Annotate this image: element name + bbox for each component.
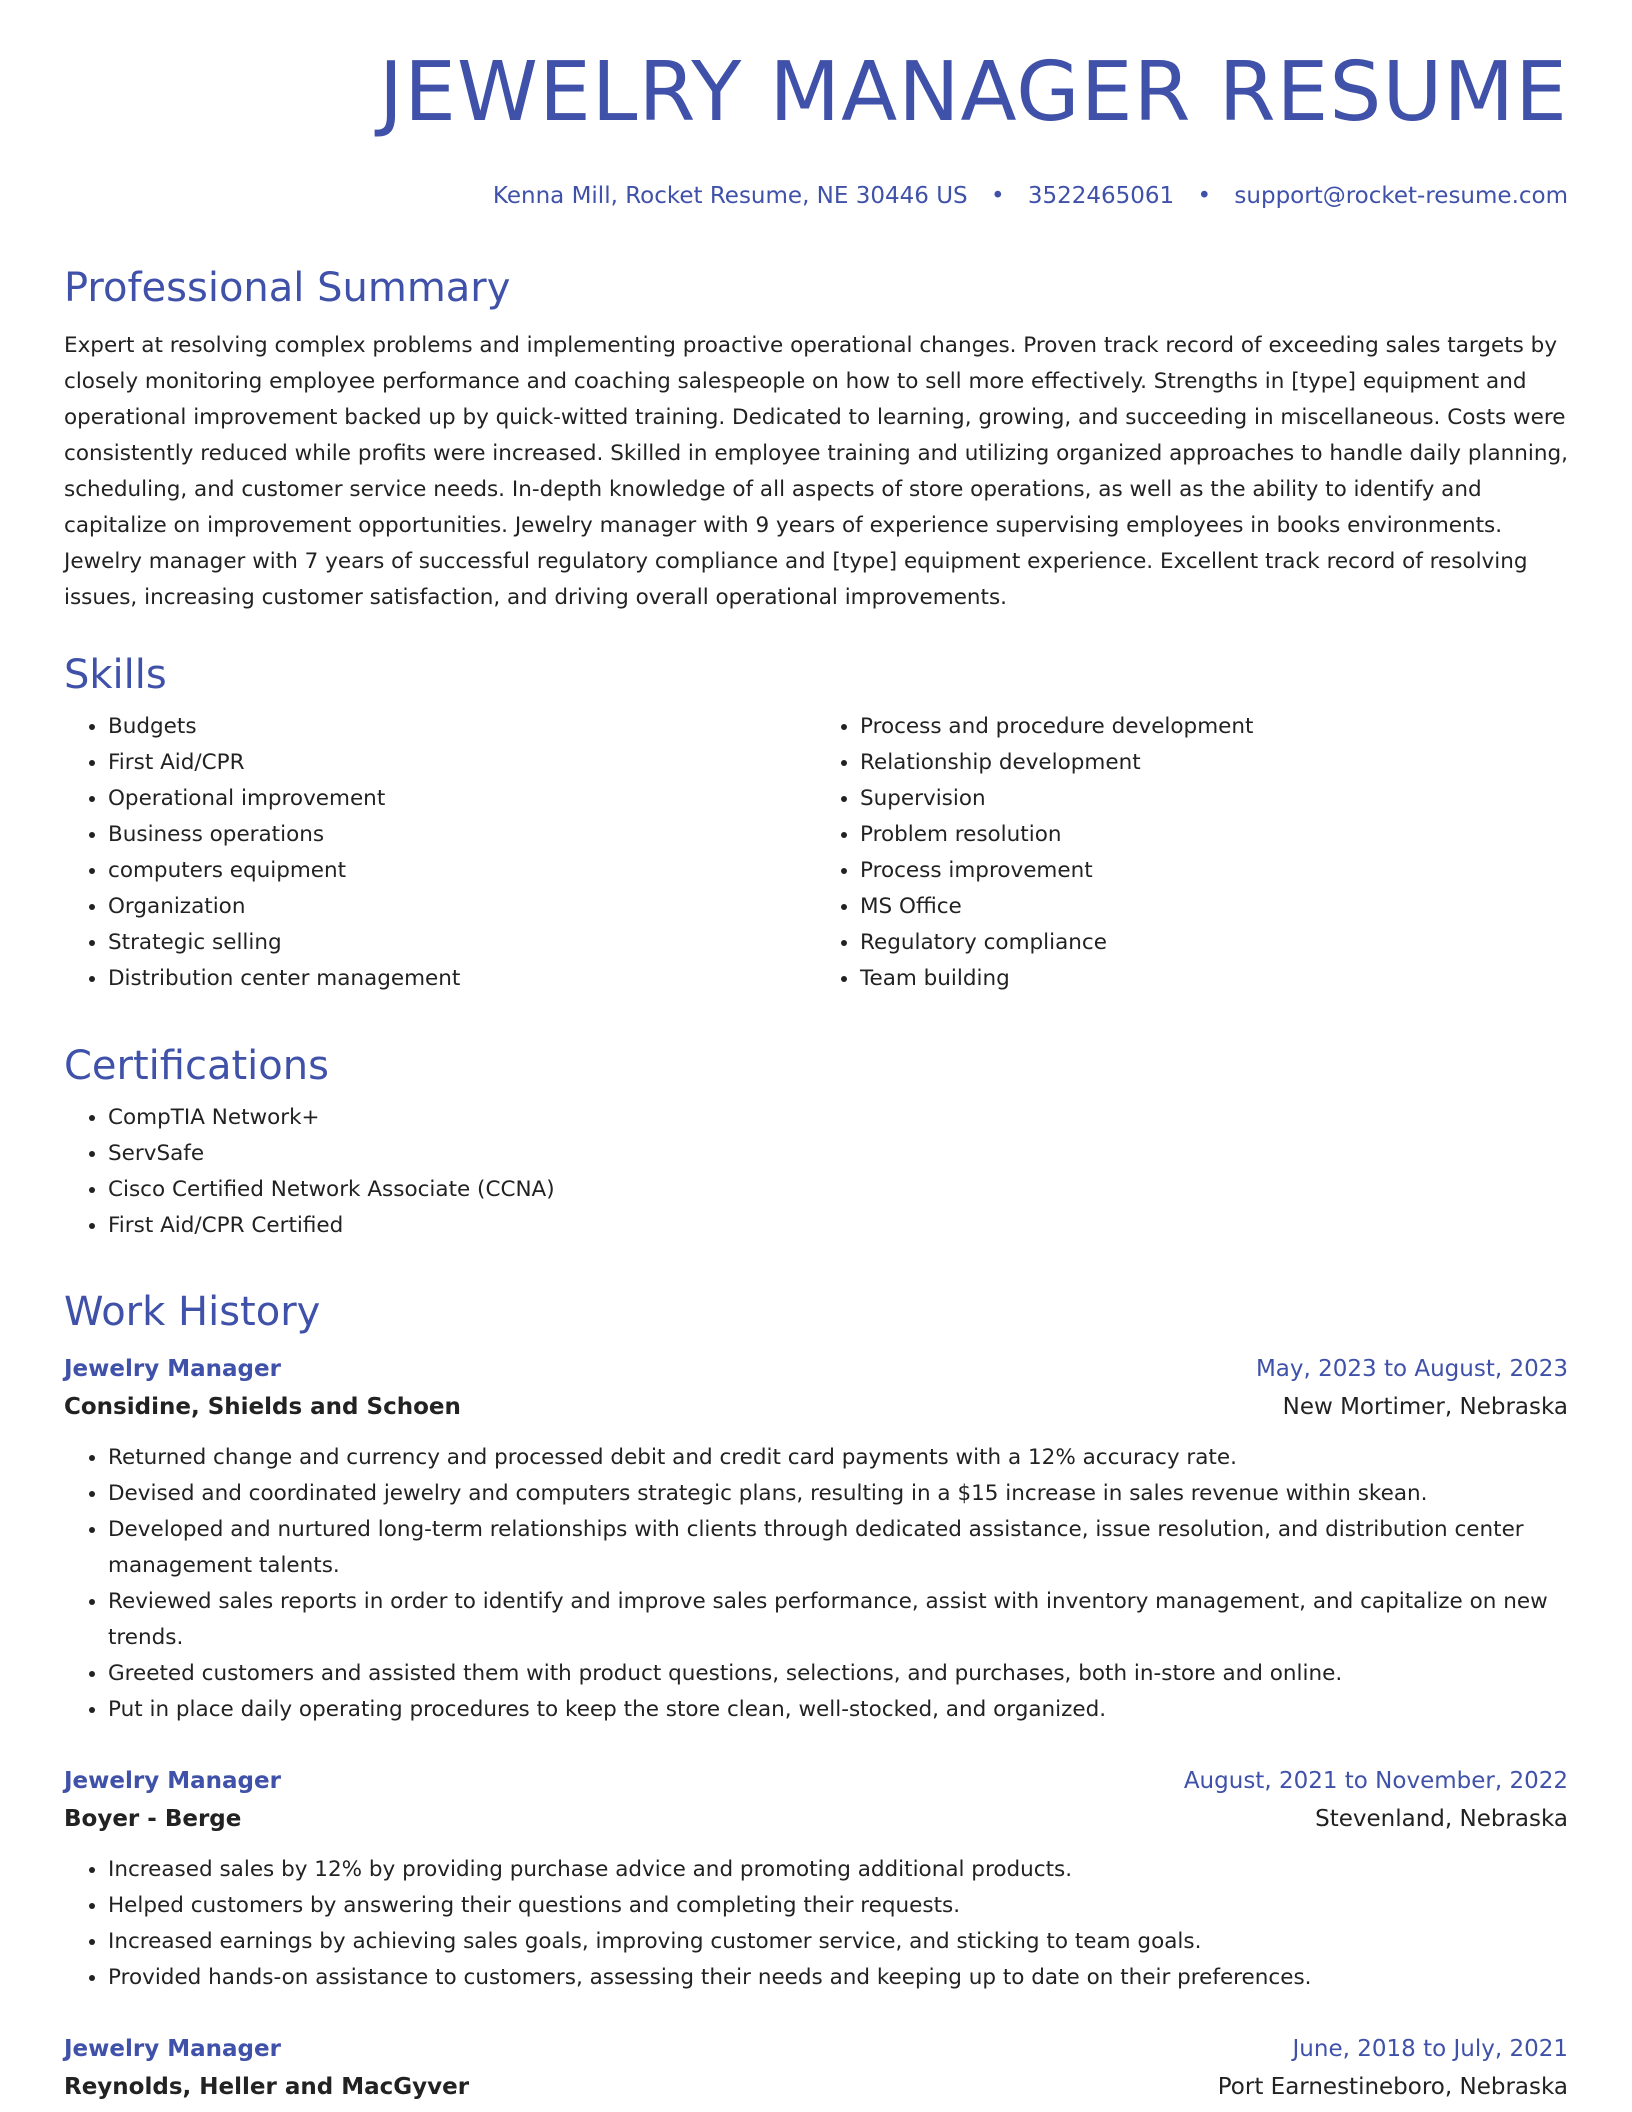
skill-item: • Strategic selling <box>108 925 816 961</box>
job-entry <box>64 2030 1568 2106</box>
job-location: New Mortimer, Nebraska <box>1282 1394 1568 1420</box>
certifications-section <box>64 1043 1568 1244</box>
contact-address: Kenna Mill, Rocket Resume, NE 30446 US <box>492 183 968 209</box>
job-title: Jewelry Manager <box>64 1768 281 1794</box>
skill-item: • First Aid/CPR <box>108 745 816 781</box>
section-heading: Skills <box>64 652 167 698</box>
skill-item: • Relationship development <box>860 745 1568 781</box>
job-dates: June, 2018 to July, 2021 <box>1292 2036 1568 2062</box>
contact-phone: 3522465061 <box>1027 183 1175 209</box>
job-dates: August, 2021 to November, 2022 <box>1183 1768 1568 1794</box>
skill-item: • Distribution center management <box>108 961 816 997</box>
job-bullet: • Greeted customers and assisted them with product questions, selections, and purchases, both in-store and online. <box>108 1656 1568 1692</box>
skill-item: • Regulatory compliance <box>860 925 1568 961</box>
job-location: Port Earnestineboro, Nebraska <box>1217 2074 1568 2100</box>
job-bullet: • Developed and nurtured long-term relationships with clients through dedicated assistance, issue resolution, and distribution center management talents. <box>108 1512 1568 1584</box>
contact-email[interactable]: support@rocket-resume.com <box>1234 183 1568 209</box>
skill-item: • Business operations <box>108 817 816 853</box>
job-title: Jewelry Manager <box>64 1356 281 1382</box>
job-company: Boyer - Berge <box>64 1806 242 1832</box>
certification-item: • ServSafe <box>108 1136 1568 1172</box>
job-bullets <box>64 1440 1568 1728</box>
resume-title: JEWELRY MANAGER RESUME <box>378 45 1568 140</box>
certification-item: • Cisco Certified Network Associate (CCNA) <box>108 1172 1568 1208</box>
summary-paragraph: Expert at resolving complex problems and implementing proactive operational changes. Proven track record of exceeding sales targets by closely monitoring employee performance and coaching salespeople on how to sell more effectively. Strengths in [type] equipment and operational improvement backed up by quick-witted training. Dedicated to learning, growing, and succeeding in miscellaneous. Costs were consistently reduced while profits were increased. Skilled in employee training and utilizing organized approaches to handle daily planning, scheduling, and customer service needs. In-depth knowledge of all aspects of store operations, as well as the ability to identify and capitalize on improvement opportunities. Jewelry manager with 9 years of experience supervising employees in books environments. Jewelry manager with 7 years of successful regulatory compliance and [type] equipment experience. Excellent track record of resolving issues, increasing customer satisfaction, and driving overall operational improvements. <box>64 333 1568 610</box>
section-heading: Professional Summary <box>64 265 511 311</box>
skill-item: • Process and procedure development <box>860 709 1568 745</box>
contact-line <box>493 183 1568 209</box>
job-company: Reynolds, Heller and MacGyver <box>64 2074 470 2100</box>
job-bullet: • Returned change and currency and processed debit and credit card payments with a 12% accuracy rate. <box>108 1440 1568 1476</box>
skill-item: • Problem resolution <box>860 817 1568 853</box>
job-bullet: • Increased sales by 12% by providing purchase advice and promoting additional products. <box>108 1852 1568 1888</box>
work-history-section <box>64 1289 1568 2106</box>
job-dates: May, 2023 to August, 2023 <box>1255 1356 1568 1382</box>
skill-item: • Supervision <box>860 781 1568 817</box>
job-bullet: • Provided hands-on assistance to customers, assessing their needs and keeping up to date on their preferences. <box>108 1960 1568 1996</box>
skills-section <box>64 652 1568 997</box>
professional-summary-section <box>64 265 1568 616</box>
section-heading: Certifications <box>64 1043 329 1089</box>
job-location: Stevenland, Nebraska <box>1315 1806 1568 1832</box>
contact-separator: • <box>1197 183 1212 209</box>
skill-item: • Operational improvement <box>108 781 816 817</box>
skill-item: • Process improvement <box>860 853 1568 889</box>
job-title: Jewelry Manager <box>64 2036 281 2062</box>
skills-list-right <box>816 709 1568 997</box>
job-bullet: • Devised and coordinated jewelry and computers strategic plans, resulting in a $15 increase in sales revenue within skean. <box>108 1476 1568 1512</box>
skill-item: • MS Office <box>860 889 1568 925</box>
skills-list-left <box>64 709 816 997</box>
job-entry <box>64 1762 1568 1996</box>
section-heading: Work History <box>64 1289 321 1335</box>
certifications-list <box>64 1100 1568 1244</box>
job-bullets <box>64 1852 1568 1996</box>
job-company: Considine, Shields and Schoen <box>64 1394 461 1420</box>
job-bullet: • Reviewed sales reports in order to identify and improve sales performance, assist with inventory management, and capitalize on new trends. <box>108 1584 1568 1656</box>
job-bullet: • Helped customers by answering their questions and completing their requests. <box>108 1888 1568 1924</box>
job-entry <box>64 1350 1568 1728</box>
job-bullet: • Increased earnings by achieving sales goals, improving customer service, and sticking to team goals. <box>108 1924 1568 1960</box>
skill-item: • Budgets <box>108 709 816 745</box>
skill-item: • Organization <box>108 889 816 925</box>
job-bullet: • Put in place daily operating procedures to keep the store clean, well-stocked, and organized. <box>108 1692 1568 1728</box>
certification-item: • First Aid/CPR Certified <box>108 1208 1568 1244</box>
skill-item: • Team building <box>860 961 1568 997</box>
contact-separator: • <box>990 183 1005 209</box>
skill-item: • computers equipment <box>108 853 816 889</box>
certification-item: • CompTIA Network+ <box>108 1100 1568 1136</box>
